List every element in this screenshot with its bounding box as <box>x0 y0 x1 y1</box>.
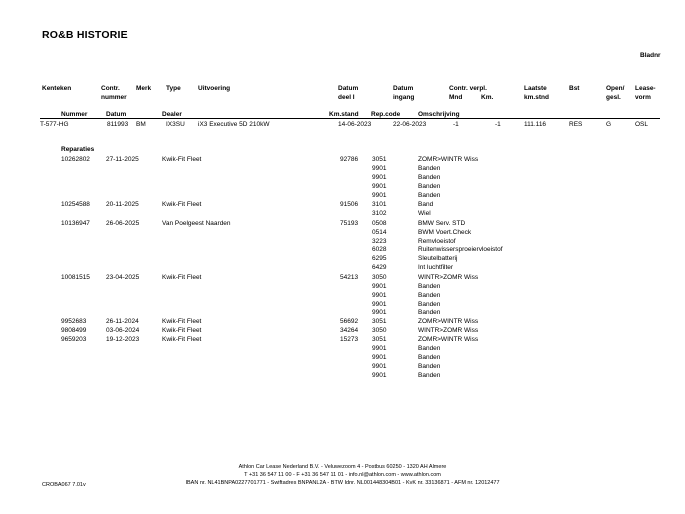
repair-line-desc: Sleutelbatterij <box>418 255 458 263</box>
vehicle-uitvoering: iX3 Executive 5D 210kW <box>198 121 270 128</box>
repair-line-code: 9901 <box>372 353 387 361</box>
repair-dealer: Van Poelgeest Naarden <box>162 219 231 227</box>
repair-dealer: Kwik-Fit Fleet <box>162 327 202 335</box>
repair-line-desc: Band <box>418 201 434 209</box>
repair-line-code: 9901 <box>372 300 387 308</box>
repair-kmstand: 56692 <box>340 318 359 326</box>
repair-dealer: Kwik-Fit Fleet <box>162 156 202 163</box>
repair-kmstand: 92786 <box>340 156 359 163</box>
repair-line-desc: Banden <box>418 353 441 361</box>
repair-line-code: 9901 <box>372 345 387 352</box>
repair-line-desc: Banden <box>418 291 441 299</box>
repair-line-code: 9901 <box>372 164 387 172</box>
repair-line-desc: WINTR>ZOMR Wiss <box>418 327 479 335</box>
repair-line-code: 9901 <box>372 371 387 379</box>
repair-datum: 03-06-2024 <box>106 327 140 335</box>
repair-line-desc: BMW Serv. STD <box>418 219 466 227</box>
header-contr-verpl: Contr. verpl. <box>449 85 487 92</box>
vehicle-laatste-km: 111.116 <box>524 121 547 128</box>
repair-line-desc: Banden <box>418 371 441 379</box>
vehicle-datum-ingang: 22-06-2023 <box>393 121 427 128</box>
repair-line-desc: Ruitenwissersproeiervloeistof <box>418 246 503 254</box>
footer-version: CROBA067 7.01v <box>42 482 86 488</box>
header-kenteken: Kenteken <box>42 85 72 92</box>
header-contr-1: Contr. <box>101 85 120 92</box>
repair-line-desc: Banden <box>418 345 441 352</box>
repair-datum: 26-06-2025 <box>106 219 140 227</box>
repair-line-code: 9901 <box>372 282 387 290</box>
header-contr-2: nummer <box>101 94 127 101</box>
vehicle-type: IX3SU <box>166 121 185 128</box>
repair-line-code: 9901 <box>372 182 387 190</box>
repair-datum: 23-04-2025 <box>106 273 140 281</box>
repair-line-desc: ZOMR>WINTR Wiss <box>418 156 479 163</box>
repair-line-desc: Banden <box>418 300 441 308</box>
header-open-1: Open/ <box>606 85 625 92</box>
header-dealer: Dealer <box>162 111 182 118</box>
repair-nummer: 9952683 <box>61 318 87 326</box>
repair-line-code: 3223 <box>372 237 387 245</box>
vehicle-contract: 811993 <box>107 121 129 128</box>
header-datum-ingang-2: ingang <box>393 94 415 101</box>
repair-line-desc: WINTR>ZOMR Wiss <box>418 273 479 281</box>
repair-nummer: 10262802 <box>61 156 90 163</box>
header-bst: Bst <box>569 85 580 92</box>
repair-line-desc: BWM Voert.Check <box>418 228 472 236</box>
repair-line-code: 9901 <box>372 362 387 370</box>
repair-kmstand: 91506 <box>340 201 359 209</box>
repair-line-code: 3102 <box>372 210 387 218</box>
repair-kmstand: 15273 <box>340 336 359 344</box>
repair-line-desc: Remvloeistof <box>418 237 456 245</box>
vehicle-km: -1 <box>495 121 501 128</box>
repair-line-desc: Banden <box>418 309 441 317</box>
repair-line-code: 0508 <box>372 219 387 227</box>
repair-datum: 20-11-2025 <box>106 201 139 209</box>
repair-line-code: 6429 <box>372 264 387 272</box>
header-datum-deel-2: deel I <box>338 94 355 101</box>
repair-line-code: 3051 <box>372 156 387 163</box>
header-laatste-1: Laatste <box>524 85 547 92</box>
header-uitvoering: Uitvoering <box>198 85 231 92</box>
repair-line-desc: Banden <box>418 182 441 190</box>
section-reparaties: Reparaties <box>61 146 95 153</box>
repair-line-code: 6295 <box>372 255 387 263</box>
header-nummer: Nummer <box>61 111 88 118</box>
vehicle-lease: OSL <box>635 121 649 128</box>
header-kmstand: Km.stand <box>329 111 359 118</box>
header-datum-deel-1: Datum <box>338 85 359 92</box>
repair-nummer: 9659203 <box>61 336 87 344</box>
repair-dealer: Kwik-Fit Fleet <box>162 318 202 326</box>
repair-line-desc: Banden <box>418 362 441 370</box>
repair-datum: 27-11-2025 <box>106 156 139 163</box>
repair-line-code: 9901 <box>372 291 387 299</box>
header-datum-ingang-1: Datum <box>393 85 414 92</box>
repair-line-code: 3101 <box>372 201 387 209</box>
repair-line-code: 9901 <box>372 173 387 181</box>
vehicle-merk: BM <box>136 121 146 128</box>
repair-kmstand: 75193 <box>340 219 359 227</box>
vehicle-mnd: -1 <box>453 121 459 128</box>
repair-nummer: 10254588 <box>61 201 90 209</box>
header-km: Km. <box>481 94 494 101</box>
repair-line-code: 3051 <box>372 336 387 344</box>
header-datum: Datum <box>106 111 127 118</box>
repair-line-desc: Banden <box>418 282 441 290</box>
vehicle-kenteken: T-577-HG <box>40 121 69 128</box>
repair-nummer: 10136947 <box>61 219 90 227</box>
repair-dealer: Kwik-Fit Fleet <box>162 336 202 344</box>
repair-line-desc: ZOMR>WINTR Wiss <box>418 318 479 326</box>
header-repcode: Rep.code <box>371 111 401 118</box>
repair-datum: 19-12-2023 <box>106 336 140 344</box>
vehicle-open: G <box>606 121 612 128</box>
header-mnd: Mnd <box>449 94 463 101</box>
repair-line-desc: ZOMR>WINTR Wiss <box>418 336 479 344</box>
page-number-label: Bladnr <box>640 52 661 59</box>
repair-kmstand: 54213 <box>340 273 359 281</box>
repair-kmstand: 34264 <box>340 327 359 335</box>
repair-line-desc: Int luchtfilter <box>418 264 454 272</box>
header-open-2: gesl. <box>606 94 621 101</box>
header-merk: Merk <box>136 85 152 92</box>
header-divider <box>40 118 660 119</box>
repair-line-desc: Banden <box>418 164 441 172</box>
footer-contact: T +31 36 547 11 00 - F +31 36 547 11 01 - info.nl@athlon.com - www.athlon.com <box>244 472 441 478</box>
repair-line-desc: Wiel <box>418 210 431 218</box>
repair-line-code: 3050 <box>372 273 387 281</box>
header-laatste-2: km.stnd <box>524 94 549 101</box>
repair-nummer: 9808499 <box>61 327 87 335</box>
repair-line-code: 6028 <box>372 246 387 254</box>
repair-datum: 26-11-2024 <box>106 318 139 326</box>
repair-line-desc: Banden <box>418 173 441 181</box>
footer-address: Athlon Car Lease Nederland B.V. - Veluwezoom 4 - Postbus 60250 - 1320 AH Almere <box>238 464 447 470</box>
vehicle-bst: RES <box>569 121 583 128</box>
header-lease-1: Lease- <box>635 85 656 92</box>
repair-line-code: 3050 <box>372 327 387 335</box>
footer-registration: IBAN nr. NL41BNPA0227701771 - Swiftadres BNPANL2A - BTW Idnr. NL001448304B01 - KvK nr. 33136871 - AFM nr. 12012477 <box>185 480 500 486</box>
repair-line-code: 0514 <box>372 228 387 236</box>
repair-line-code: 3051 <box>372 318 387 326</box>
repair-nummer: 10081515 <box>61 273 90 281</box>
header-lease-2: vorm <box>635 94 651 101</box>
vehicle-datum-deel: 14-06-2023 <box>338 121 372 128</box>
repair-dealer: Kwik-Fit Fleet <box>162 201 202 209</box>
repair-line-code: 9901 <box>372 191 387 199</box>
repair-line-desc: Banden <box>418 191 441 199</box>
header-omschrijving: Omschrijving <box>418 111 460 118</box>
report-title: RO&B HISTORIE <box>42 29 128 41</box>
repair-line-code: 9901 <box>372 309 387 317</box>
repair-dealer: Kwik-Fit Fleet <box>162 273 202 281</box>
header-type: Type <box>166 85 181 92</box>
